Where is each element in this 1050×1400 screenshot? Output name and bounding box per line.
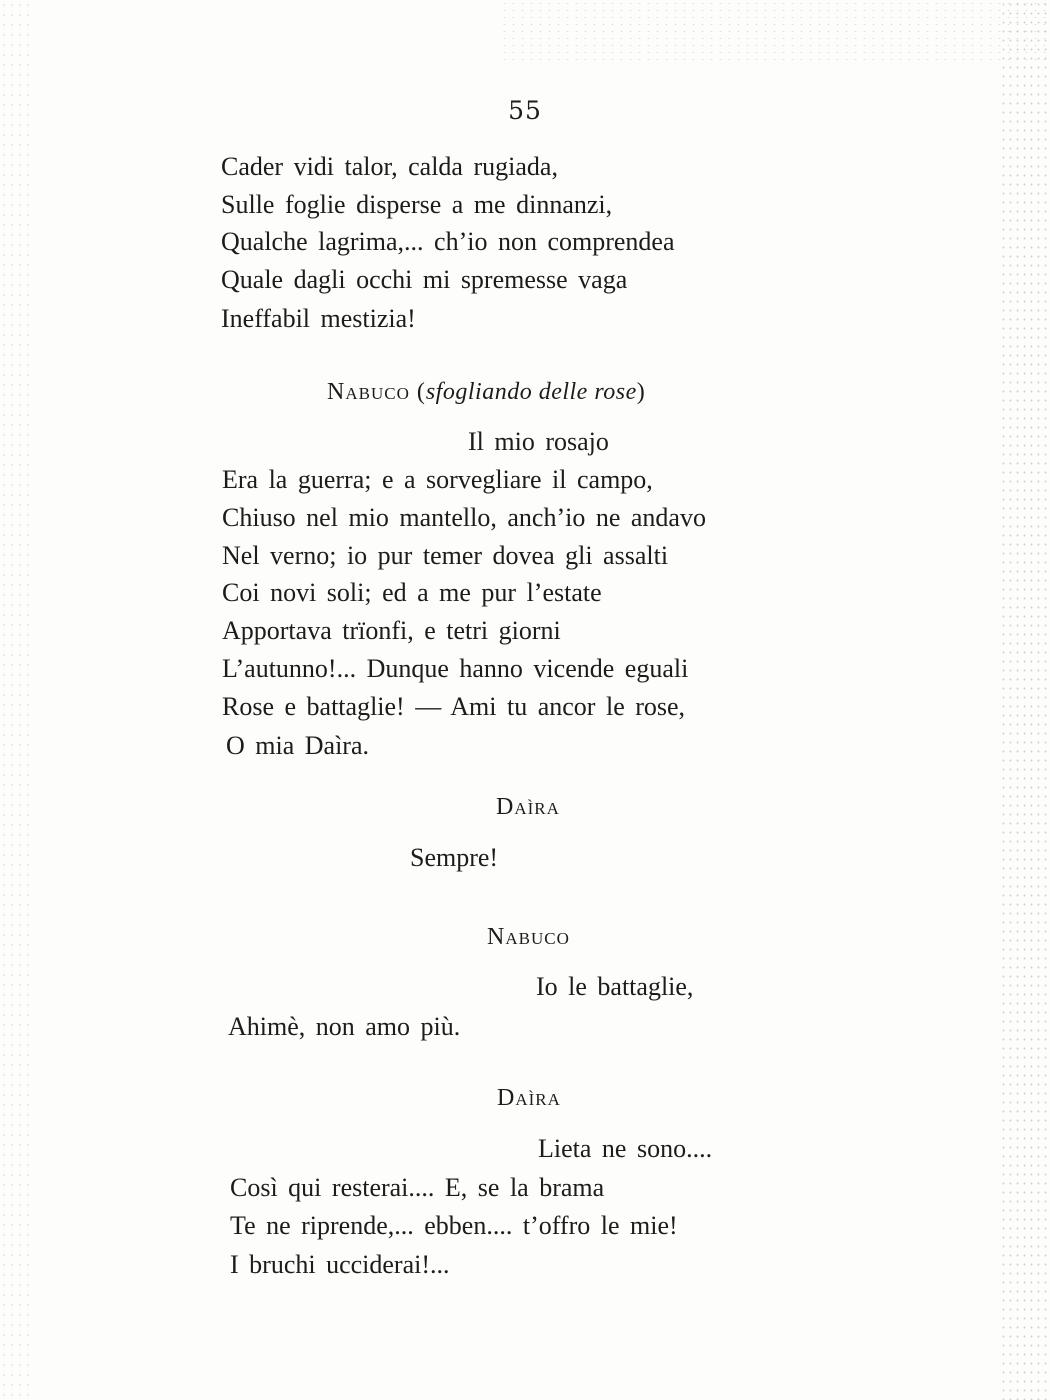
verse-line: Sempre! xyxy=(410,843,499,872)
verse-line: Quale dagli occhi mi spremesse vaga xyxy=(221,265,628,294)
verse-line: Apportava trïonfi, e tetri giorni xyxy=(222,616,561,645)
verse-line: Lieta ne sono.... xyxy=(538,1134,713,1163)
speaker-name: Daìra xyxy=(496,794,560,820)
verse-line: Così qui resterai.... E, se la brama xyxy=(230,1173,605,1202)
verse-line: Qualche lagrima,... ch’io non comprendea xyxy=(221,227,675,256)
speaker-name: Daìra xyxy=(497,1085,561,1111)
scan-noise xyxy=(500,0,1050,60)
stage-direction-close: ) xyxy=(636,379,646,405)
verse-line: Rose e battaglie! — Ami tu ancor le rose, xyxy=(222,692,686,721)
verse-line: Ineffabil mestizia! xyxy=(221,304,416,333)
verse-line: Cader vidi talor, calda rugiada, xyxy=(221,152,558,181)
scan-noise xyxy=(1000,0,1050,1400)
verse-line: Nel verno; io pur temer dovea gli assalti xyxy=(222,541,669,570)
verse-line: I bruchi ucciderai!... xyxy=(230,1250,450,1279)
speaker-name xyxy=(327,377,646,407)
verse-line: O mia Daìra. xyxy=(226,731,370,760)
stage-direction: sfogliando delle rose xyxy=(425,379,637,405)
stage-direction-open: ( xyxy=(416,379,426,405)
verse-line: Io le battaglie, xyxy=(536,972,694,1001)
verse-line: Il mio rosajo xyxy=(468,427,609,456)
speaker-name: Nabuco xyxy=(487,924,570,950)
verse-line: Coi novi soli; ed a me pur l’estate xyxy=(222,578,602,607)
verse-line: Era la guerra; e a sorvegliare il campo, xyxy=(222,465,653,494)
verse-line: Ahimè, non amo più. xyxy=(228,1012,461,1041)
scan-noise xyxy=(0,0,30,1400)
page-number: 55 xyxy=(508,96,542,125)
speaker-label: Nabuco xyxy=(327,379,410,405)
verse-line: Chiuso nel mio mantello, anch’io ne andavo xyxy=(222,503,706,532)
verse-line: Te ne riprende,... ebben.... t’offro le mie! xyxy=(230,1211,678,1240)
verse-line: Sulle foglie disperse a me dinnanzi, xyxy=(221,190,613,219)
verse-line: L’autunno!... Dunque hanno vicende eguali xyxy=(222,654,689,683)
